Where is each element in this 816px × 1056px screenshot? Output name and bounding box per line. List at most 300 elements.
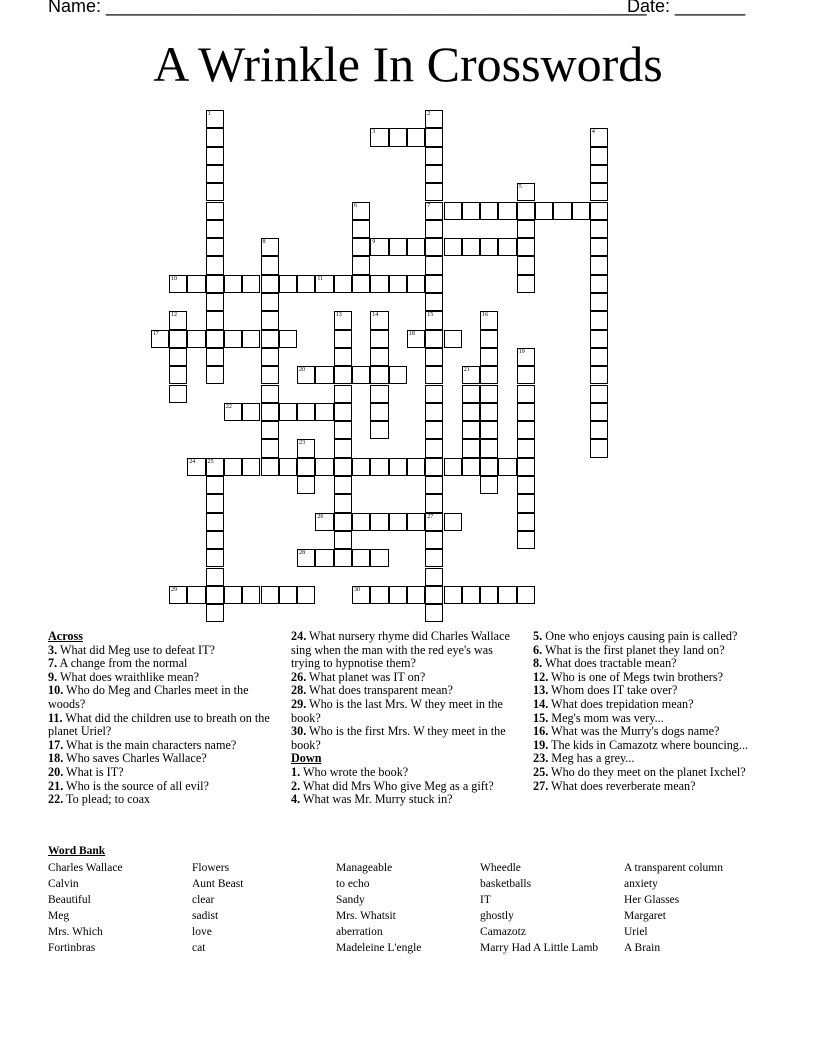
grid-cell[interactable] (370, 586, 388, 604)
grid-cell[interactable] (425, 604, 443, 622)
word-bank-item: Wheedle (480, 862, 521, 874)
clues-column-3 (533, 630, 763, 793)
grid-cell[interactable] (517, 348, 535, 366)
grid-cell[interactable] (334, 531, 352, 549)
grid-cell[interactable] (352, 275, 370, 293)
grid-cell[interactable] (407, 586, 425, 604)
grid-cell[interactable] (480, 202, 498, 220)
grid-cell[interactable] (498, 238, 516, 256)
grid-cell[interactable] (480, 238, 498, 256)
clue-number: 16. (533, 724, 549, 739)
grid-cell[interactable] (389, 128, 407, 146)
clue-text: What planet was IT on? (306, 669, 426, 684)
grid-cell[interactable] (315, 549, 333, 567)
grid-cell[interactable] (590, 202, 608, 220)
clue-text: Who wrote the book? (300, 764, 409, 779)
grid-cell[interactable] (169, 348, 187, 366)
grid-cell[interactable] (480, 439, 498, 457)
grid-cell[interactable] (480, 330, 498, 348)
grid-cell[interactable] (517, 494, 535, 512)
grid-cell[interactable] (425, 385, 443, 403)
grid-cell[interactable] (444, 586, 462, 604)
grid-cell[interactable] (480, 403, 498, 421)
grid-cell[interactable] (517, 385, 535, 403)
clue-item (533, 712, 763, 726)
grid-cell[interactable] (334, 275, 352, 293)
grid-cell[interactable] (425, 549, 443, 567)
grid-cell[interactable] (407, 128, 425, 146)
grid-cell[interactable] (425, 110, 443, 128)
clue-number: 4 (591, 129, 595, 136)
grid-cell[interactable] (279, 458, 297, 476)
grid-cell[interactable] (425, 421, 443, 439)
clue-text: What nursery rhyme did Charles Wallace sing when the man with the red eye's was trying to hypnotise them? (291, 629, 510, 671)
grid-cell[interactable] (334, 385, 352, 403)
grid-cell[interactable] (517, 275, 535, 293)
grid-cell[interactable] (261, 458, 279, 476)
grid-cell[interactable] (334, 476, 352, 494)
grid-cell[interactable] (206, 348, 224, 366)
grid-cell[interactable] (206, 494, 224, 512)
grid-cell[interactable] (590, 421, 608, 439)
grid-cell[interactable] (590, 147, 608, 165)
grid-cell[interactable] (444, 330, 462, 348)
grid-cell[interactable] (352, 586, 370, 604)
grid-cell[interactable] (315, 275, 333, 293)
grid-cell[interactable] (224, 458, 242, 476)
grid-cell[interactable] (425, 202, 443, 220)
clue-number: 1 (207, 111, 211, 117)
grid-cell[interactable] (590, 183, 608, 201)
grid-cell[interactable] (425, 147, 443, 165)
grid-cell[interactable] (261, 421, 279, 439)
grid-cell[interactable] (425, 494, 443, 512)
grid-cell[interactable] (206, 330, 224, 348)
grid-cell[interactable] (169, 586, 187, 604)
grid-cell[interactable] (590, 275, 608, 293)
grid-cell[interactable] (425, 220, 443, 238)
grid-cell[interactable] (206, 202, 224, 220)
clue-item (533, 766, 763, 780)
clue-number: 9 (372, 239, 376, 246)
grid-cell[interactable] (261, 293, 279, 311)
grid-cell[interactable] (425, 165, 443, 183)
grid-cell[interactable] (206, 586, 224, 604)
grid-cell[interactable] (480, 421, 498, 439)
grid-cell[interactable] (425, 128, 443, 146)
grid-cell[interactable] (480, 385, 498, 403)
grid-cell[interactable] (261, 403, 279, 421)
grid-cell[interactable] (590, 348, 608, 366)
grid-cell[interactable] (425, 513, 443, 531)
clue-number: 19 (518, 348, 525, 355)
grid-cell[interactable] (334, 494, 352, 512)
grid-cell[interactable] (297, 275, 315, 293)
clue-number: 24 (189, 458, 196, 465)
grid-cell[interactable] (498, 458, 516, 476)
grid-cell[interactable] (462, 366, 480, 384)
clue-number: 1. (291, 764, 301, 779)
clue-number: 6. (533, 642, 543, 657)
grid-cell[interactable] (352, 256, 370, 274)
grid-cell[interactable] (389, 586, 407, 604)
grid-cell[interactable] (370, 421, 388, 439)
grid-cell[interactable] (206, 147, 224, 165)
grid-cell[interactable] (279, 330, 297, 348)
grid-cell[interactable] (389, 513, 407, 531)
grid-cell[interactable] (425, 366, 443, 384)
clue-item (533, 780, 763, 794)
grid-cell[interactable] (590, 256, 608, 274)
grid-cell[interactable] (498, 586, 516, 604)
grid-cell[interactable] (370, 403, 388, 421)
grid-cell[interactable] (425, 183, 443, 201)
grid-cell[interactable] (407, 238, 425, 256)
grid-cell[interactable] (334, 513, 352, 531)
grid-cell[interactable] (517, 421, 535, 439)
grid-cell[interactable] (169, 385, 187, 403)
grid-cell[interactable] (206, 531, 224, 549)
grid-cell[interactable] (590, 385, 608, 403)
grid-cell[interactable] (480, 586, 498, 604)
grid-cell[interactable] (261, 348, 279, 366)
grid-cell[interactable] (224, 403, 242, 421)
clue-number: 15. (533, 710, 549, 725)
grid-cell[interactable] (389, 238, 407, 256)
grid-cell[interactable] (169, 311, 187, 329)
grid-cell[interactable] (297, 439, 315, 457)
clue-text: What is the first planet they land on? (542, 642, 725, 657)
grid-cell[interactable] (462, 458, 480, 476)
grid-cell[interactable] (206, 183, 224, 201)
clue-item (533, 698, 763, 712)
clue-item (533, 657, 763, 671)
clue-number: 7. (48, 656, 58, 671)
down-heading: Down (291, 751, 322, 766)
grid-cell[interactable] (590, 238, 608, 256)
grid-cell[interactable] (187, 458, 205, 476)
word-bank-item: clear (192, 894, 215, 906)
clue-number: 17. (48, 737, 64, 752)
word-bank-item: Meg (48, 910, 70, 922)
grid-cell[interactable] (425, 348, 443, 366)
word-bank-item: Manageable (336, 862, 393, 874)
grid-cell[interactable] (297, 549, 315, 567)
grid-cell[interactable] (370, 366, 388, 384)
grid-cell[interactable] (297, 476, 315, 494)
grid-cell[interactable] (169, 366, 187, 384)
grid-cell[interactable] (352, 366, 370, 384)
grid-cell[interactable] (206, 293, 224, 311)
clue-item (48, 712, 280, 739)
grid-cell[interactable] (206, 549, 224, 567)
grid-cell[interactable] (206, 110, 224, 128)
clue-number: 7 (427, 202, 431, 209)
grid-cell[interactable] (279, 586, 297, 604)
clue-number: 11. (48, 710, 63, 725)
grid-cell[interactable] (334, 366, 352, 384)
clue-item (48, 766, 280, 780)
grid-cell[interactable] (206, 366, 224, 384)
grid-cell[interactable] (425, 293, 443, 311)
grid-cell[interactable] (315, 513, 333, 531)
word-bank-item: basketballs (480, 878, 532, 890)
grid-cell[interactable] (187, 330, 205, 348)
grid-cell[interactable] (242, 403, 260, 421)
word-bank-item: Aunt Beast (192, 878, 244, 890)
grid-cell[interactable] (425, 568, 443, 586)
grid-cell[interactable] (352, 513, 370, 531)
clue-number: 14 (372, 312, 379, 319)
grid-cell[interactable] (590, 311, 608, 329)
grid-cell[interactable] (462, 238, 480, 256)
grid-cell[interactable] (370, 385, 388, 403)
grid-cell[interactable] (407, 513, 425, 531)
grid-cell[interactable] (425, 476, 443, 494)
word-bank-item: A Brain (624, 942, 661, 954)
clue-item (291, 698, 517, 725)
grid-cell[interactable] (206, 128, 224, 146)
grid-cell[interactable] (297, 458, 315, 476)
word-bank-item: Marry Had A Little Lamb (480, 942, 599, 954)
grid-cell[interactable] (242, 586, 260, 604)
clue-text: The kids in Camazotz where bouncing... (548, 737, 749, 752)
grid-cell[interactable] (425, 586, 443, 604)
grid-cell[interactable] (517, 366, 535, 384)
grid-cell[interactable] (261, 238, 279, 256)
clue-number: 13. (533, 683, 549, 698)
grid-cell[interactable] (590, 439, 608, 457)
grid-cell[interactable] (370, 311, 388, 329)
grid-cell[interactable] (242, 458, 260, 476)
grid-cell[interactable] (389, 275, 407, 293)
grid-cell[interactable] (425, 439, 443, 457)
grid-cell[interactable] (334, 403, 352, 421)
grid-cell[interactable] (462, 586, 480, 604)
word-bank-title: Word Bank (48, 845, 106, 857)
grid-cell[interactable] (261, 439, 279, 457)
grid-cell[interactable] (462, 439, 480, 457)
grid-cell[interactable] (169, 330, 187, 348)
grid-cell[interactable] (242, 330, 260, 348)
clue-item (48, 671, 280, 685)
grid-cell[interactable] (315, 403, 333, 421)
grid-cell[interactable] (206, 458, 224, 476)
clue-number: 24. (291, 629, 307, 643)
grid-cell[interactable] (407, 330, 425, 348)
grid-cell[interactable] (517, 531, 535, 549)
grid-cell[interactable] (315, 458, 333, 476)
grid-cell[interactable] (297, 586, 315, 604)
clue-text: A change from the normal (57, 656, 188, 671)
clue-number: 20. (48, 764, 64, 779)
grid-cell[interactable] (334, 348, 352, 366)
grid-cell[interactable] (206, 513, 224, 531)
grid-cell[interactable] (261, 385, 279, 403)
clue-text: What was Mr. Murry stuck in? (300, 792, 453, 807)
grid-cell[interactable] (206, 256, 224, 274)
grid-cell[interactable] (206, 238, 224, 256)
word-bank-item: Camazotz (480, 926, 526, 938)
clue-number: 17 (152, 330, 159, 337)
clue-text: Who is the source of all evil? (63, 778, 209, 793)
grid-cell[interactable] (224, 586, 242, 604)
clue-number: 28. (291, 683, 307, 698)
clue-number: 19. (533, 737, 549, 752)
grid-cell[interactable] (187, 586, 205, 604)
grid-cell[interactable] (169, 275, 187, 293)
grid-cell[interactable] (297, 403, 315, 421)
grid-cell[interactable] (425, 275, 443, 293)
page-title: A Wrinkle In Crosswords (153, 36, 663, 92)
grid-cell[interactable] (206, 476, 224, 494)
clue-text: What is IT? (63, 764, 124, 779)
grid-cell[interactable] (462, 385, 480, 403)
grid-cell[interactable] (572, 202, 590, 220)
grid-cell[interactable] (352, 458, 370, 476)
word-bank-item: IT (480, 894, 491, 906)
grid-cell[interactable] (370, 549, 388, 567)
grid-cell[interactable] (151, 330, 169, 348)
grid-cell[interactable] (444, 202, 462, 220)
grid-cell[interactable] (517, 513, 535, 531)
grid-cell[interactable] (480, 366, 498, 384)
grid-cell[interactable] (425, 256, 443, 274)
grid-cell[interactable] (480, 311, 498, 329)
grid-cell[interactable] (517, 476, 535, 494)
grid-cell[interactable] (425, 238, 443, 256)
grid-cell[interactable] (334, 439, 352, 457)
grid-cell[interactable] (517, 220, 535, 238)
grid-cell[interactable] (462, 403, 480, 421)
date-field-label: Date: _______ (627, 0, 746, 16)
grid-cell[interactable] (370, 513, 388, 531)
grid-cell[interactable] (462, 202, 480, 220)
grid-cell[interactable] (590, 220, 608, 238)
grid-cell[interactable] (517, 183, 535, 201)
grid-cell[interactable] (370, 348, 388, 366)
grid-cell[interactable] (590, 128, 608, 146)
clue-number: 22 (225, 403, 232, 410)
grid-cell[interactable] (370, 275, 388, 293)
grid-cell[interactable] (261, 330, 279, 348)
grid-cell[interactable] (389, 366, 407, 384)
grid-cell[interactable] (206, 568, 224, 586)
clue-number: 29. (291, 696, 307, 711)
clue-item (291, 725, 517, 752)
grid-cell[interactable] (425, 531, 443, 549)
grid-cell[interactable] (370, 238, 388, 256)
grid-cell[interactable] (444, 513, 462, 531)
grid-cell[interactable] (590, 165, 608, 183)
grid-cell[interactable] (444, 458, 462, 476)
grid-cell[interactable] (206, 275, 224, 293)
grid-cell[interactable] (352, 202, 370, 220)
grid-cell[interactable] (480, 348, 498, 366)
word-bank-item: Beautiful (48, 894, 91, 906)
clue-number: 16 (482, 312, 489, 319)
grid-cell[interactable] (389, 458, 407, 476)
clue-number: 8. (533, 656, 543, 671)
grid-cell[interactable] (206, 165, 224, 183)
grid-cell[interactable] (480, 476, 498, 494)
grid-cell[interactable] (334, 311, 352, 329)
grid-cell[interactable] (444, 238, 462, 256)
grid-cell[interactable] (315, 366, 333, 384)
grid-cell[interactable] (352, 238, 370, 256)
grid-cell[interactable] (352, 549, 370, 567)
grid-cell[interactable] (590, 366, 608, 384)
clue-number: 29 (171, 586, 177, 593)
grid-cell[interactable] (462, 421, 480, 439)
grid-cell[interactable] (242, 275, 260, 293)
grid-cell[interactable] (425, 403, 443, 421)
grid-cell[interactable] (517, 238, 535, 256)
grid-cell[interactable] (224, 330, 242, 348)
grid-cell[interactable] (279, 403, 297, 421)
word-bank-item: Calvin (48, 878, 79, 890)
clue-number: 11 (317, 275, 324, 282)
grid-cell[interactable] (206, 220, 224, 238)
grid-cell[interactable] (535, 202, 553, 220)
grid-cell[interactable] (261, 586, 279, 604)
grid-cell[interactable] (224, 275, 242, 293)
grid-cell[interactable] (517, 458, 535, 476)
grid-cell[interactable] (206, 311, 224, 329)
grid-cell[interactable] (425, 330, 443, 348)
grid-cell[interactable] (261, 275, 279, 293)
grid-cell[interactable] (590, 293, 608, 311)
grid-cell[interactable] (206, 604, 224, 622)
grid-cell[interactable] (553, 202, 571, 220)
grid-cell[interactable] (370, 458, 388, 476)
grid-cell[interactable] (334, 549, 352, 567)
grid-cell[interactable] (279, 275, 297, 293)
grid-cell[interactable] (517, 202, 535, 220)
grid-cell[interactable] (334, 458, 352, 476)
clue-number: 25 (207, 458, 214, 465)
word-bank-item: Charles Wallace (48, 862, 123, 874)
grid-cell[interactable] (590, 403, 608, 421)
clue-text: What does tractable mean? (542, 656, 677, 671)
grid-cell[interactable] (407, 458, 425, 476)
word-bank-item: Margaret (624, 910, 666, 922)
grid-cell[interactable] (425, 458, 443, 476)
grid-cell[interactable] (517, 403, 535, 421)
grid-cell[interactable] (334, 421, 352, 439)
grid-cell[interactable] (498, 202, 516, 220)
grid-cell[interactable] (425, 311, 443, 329)
grid-cell[interactable] (517, 256, 535, 274)
grid-cell[interactable] (261, 311, 279, 329)
grid-cell[interactable] (187, 275, 205, 293)
word-bank-item: love (192, 926, 212, 938)
clue-item (48, 657, 280, 671)
grid-cell[interactable] (517, 586, 535, 604)
word-bank-item: cat (192, 942, 206, 954)
grid-cell[interactable] (517, 439, 535, 457)
grid-cell[interactable] (261, 256, 279, 274)
grid-cell[interactable] (590, 330, 608, 348)
grid-cell[interactable] (370, 128, 388, 146)
grid-cell[interactable] (297, 366, 315, 384)
grid-cell[interactable] (407, 275, 425, 293)
grid-cell[interactable] (261, 366, 279, 384)
grid-cell[interactable] (352, 220, 370, 238)
grid-cell[interactable] (480, 458, 498, 476)
grid-cell[interactable] (334, 330, 352, 348)
grid-cell[interactable] (370, 330, 388, 348)
